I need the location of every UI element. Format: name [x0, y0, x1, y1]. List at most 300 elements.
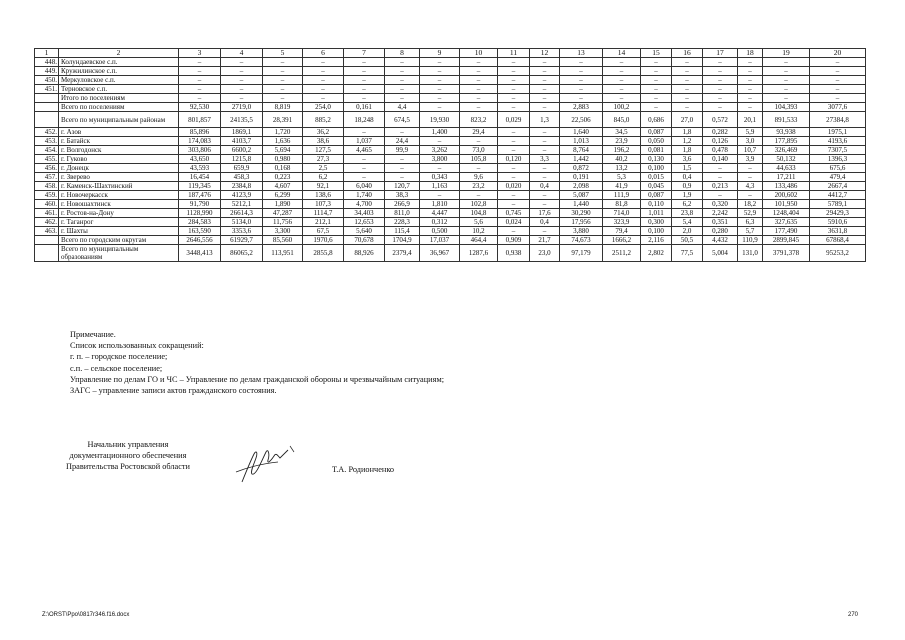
value-cell: – [344, 58, 385, 67]
value-cell: 2,5 [303, 164, 344, 173]
value-cell: 0,909 [498, 236, 530, 245]
table-row [35, 58, 866, 67]
value-cell: 3,262 [420, 146, 460, 155]
table-row [35, 76, 866, 85]
value-cell: 187,476 [179, 191, 221, 200]
value-cell: 104,393 [763, 103, 810, 112]
row-number-cell: 453. [35, 137, 59, 146]
value-cell: 1396,3 [810, 155, 866, 164]
value-cell: 29,4 [460, 128, 498, 137]
table-row [35, 209, 866, 218]
row-number-cell [35, 112, 59, 128]
value-cell: 2,883 [560, 103, 603, 112]
value-cell: 77,5 [672, 245, 703, 262]
value-cell: – [460, 76, 498, 85]
value-cell: – [385, 67, 420, 76]
value-cell: 3,0 [738, 137, 763, 146]
table-row [35, 155, 866, 164]
value-cell: 23,2 [460, 182, 498, 191]
value-cell: 0,4 [672, 173, 703, 182]
value-cell: 101,950 [763, 200, 810, 209]
value-cell: 131,0 [738, 245, 763, 262]
value-cell: – [603, 67, 641, 76]
value-cell: – [385, 173, 420, 182]
value-cell: 1970,6 [303, 236, 344, 245]
value-cell: 1,720 [263, 128, 303, 137]
value-cell: 1,740 [344, 191, 385, 200]
value-cell: 659,9 [221, 164, 263, 173]
entity-name-cell: г. Таганрог [59, 218, 179, 227]
value-cell: 284,583 [179, 218, 221, 227]
value-cell: 4,700 [344, 200, 385, 209]
value-cell: 97,179 [560, 245, 603, 262]
value-cell: – [498, 85, 530, 94]
value-cell: – [738, 58, 763, 67]
value-cell: 1,636 [263, 137, 303, 146]
value-cell: – [498, 146, 530, 155]
value-cell: 7307,5 [810, 146, 866, 155]
value-cell: – [263, 67, 303, 76]
value-cell: – [530, 128, 560, 137]
value-cell: – [703, 94, 738, 103]
value-cell: 2,116 [641, 236, 672, 245]
value-cell: 4,607 [263, 182, 303, 191]
value-cell: 0,168 [263, 164, 303, 173]
value-cell: 13,2 [603, 164, 641, 173]
column-number-cell: 13 [560, 49, 603, 58]
value-cell: – [344, 85, 385, 94]
value-cell: – [763, 76, 810, 85]
value-cell: 110,9 [738, 236, 763, 245]
value-cell: 24135,5 [221, 112, 263, 128]
table-row [35, 245, 866, 262]
value-cell: – [303, 58, 344, 67]
value-cell: 1,3 [530, 112, 560, 128]
value-cell: 823,2 [460, 112, 498, 128]
value-cell: 5,004 [703, 245, 738, 262]
value-cell: – [703, 76, 738, 85]
entity-name-cell: г. Волгодонск [59, 146, 179, 155]
value-cell: 2,802 [641, 245, 672, 262]
value-cell: 5134,0 [221, 218, 263, 227]
entity-name-cell: Всего по муниципальным районам [59, 112, 179, 128]
value-cell: 0,087 [641, 128, 672, 137]
value-cell: – [344, 128, 385, 137]
table-row [35, 94, 866, 103]
value-cell: 0,320 [703, 200, 738, 209]
signatory-title [66, 439, 190, 473]
value-cell: – [460, 164, 498, 173]
column-number-cell: 9 [420, 49, 460, 58]
value-cell: 17,956 [560, 218, 603, 227]
value-cell: 104,8 [460, 209, 498, 218]
value-cell: – [385, 164, 420, 173]
value-cell: – [460, 85, 498, 94]
value-cell: – [603, 94, 641, 103]
value-cell: 70,678 [344, 236, 385, 245]
value-cell: – [498, 137, 530, 146]
value-cell: 2,0 [672, 227, 703, 236]
value-cell: – [641, 94, 672, 103]
table-row [35, 146, 866, 155]
value-cell: 6,299 [263, 191, 303, 200]
value-cell: – [603, 76, 641, 85]
value-cell: 38,6 [303, 137, 344, 146]
value-cell: 228,3 [385, 218, 420, 227]
value-cell: – [738, 164, 763, 173]
value-cell: 5,3 [603, 173, 641, 182]
entity-name-cell: Терновское с.п. [59, 85, 179, 94]
value-cell: 1287,6 [460, 245, 498, 262]
value-cell: – [344, 155, 385, 164]
value-cell: – [460, 103, 498, 112]
value-cell: 0,081 [641, 146, 672, 155]
value-cell: 3,880 [560, 227, 603, 236]
value-cell: 2899,845 [763, 236, 810, 245]
column-number-cell: 7 [344, 49, 385, 58]
value-cell: – [385, 76, 420, 85]
value-cell: 0,280 [703, 227, 738, 236]
value-cell: – [560, 67, 603, 76]
value-cell: 3,9 [738, 155, 763, 164]
value-cell: – [641, 103, 672, 112]
value-cell: 2379,4 [385, 245, 420, 262]
value-cell: – [530, 227, 560, 236]
column-number-cell: 1 [35, 49, 59, 58]
value-cell: – [810, 67, 866, 76]
value-cell: – [498, 76, 530, 85]
value-cell: – [221, 67, 263, 76]
value-cell: – [420, 85, 460, 94]
table-header-row [35, 49, 866, 58]
value-cell: – [179, 58, 221, 67]
value-cell: – [344, 164, 385, 173]
column-number-cell: 17 [703, 49, 738, 58]
row-number-cell: 461. [35, 209, 59, 218]
value-cell: 36,967 [420, 245, 460, 262]
value-cell: 0,478 [703, 146, 738, 155]
value-cell: 92,530 [179, 103, 221, 112]
value-cell: – [672, 76, 703, 85]
value-cell: 4,432 [703, 236, 738, 245]
column-number-cell: 6 [303, 49, 344, 58]
table-row [35, 112, 866, 128]
value-cell: – [703, 85, 738, 94]
value-cell: – [385, 128, 420, 137]
value-cell: 0,045 [641, 182, 672, 191]
value-cell: 5789,1 [810, 200, 866, 209]
value-cell: 30,290 [560, 209, 603, 218]
value-cell: 4123,9 [221, 191, 263, 200]
value-cell: 4,4 [385, 103, 420, 112]
value-cell: 3448,413 [179, 245, 221, 262]
value-cell: 1,037 [344, 137, 385, 146]
value-cell: 23,8 [672, 209, 703, 218]
entity-name-cell: г. Новошахтинск [59, 200, 179, 209]
value-cell: 5212,1 [221, 200, 263, 209]
value-cell: – [263, 94, 303, 103]
value-cell: 1,8 [672, 128, 703, 137]
value-cell: 79,4 [603, 227, 641, 236]
value-cell: 43,650 [179, 155, 221, 164]
value-cell: 0,282 [703, 128, 738, 137]
table-row [35, 200, 866, 209]
value-cell: 17,211 [763, 173, 810, 182]
value-cell: – [263, 85, 303, 94]
value-cell: 44,633 [763, 164, 810, 173]
value-cell: – [530, 94, 560, 103]
value-cell: 5910,6 [810, 218, 866, 227]
entity-name-cell: г. Каменск-Шахтинский [59, 182, 179, 191]
value-cell: 4103,7 [221, 137, 263, 146]
value-cell: 34,403 [344, 209, 385, 218]
value-cell: – [498, 227, 530, 236]
value-cell: 0,500 [420, 227, 460, 236]
row-number-cell: 460. [35, 200, 59, 209]
value-cell: 100,2 [603, 103, 641, 112]
value-cell: 85,896 [179, 128, 221, 137]
value-cell: – [460, 191, 498, 200]
entity-name-cell: г. Зверево [59, 173, 179, 182]
value-cell: 6,040 [344, 182, 385, 191]
table-row [35, 164, 866, 173]
column-number-cell: 3 [179, 49, 221, 58]
value-cell: 0,572 [703, 112, 738, 128]
value-cell: – [703, 191, 738, 200]
value-cell: – [221, 85, 263, 94]
value-cell: – [703, 173, 738, 182]
row-number-cell: 462. [35, 218, 59, 227]
value-cell: 10,2 [460, 227, 498, 236]
row-number-cell: 452. [35, 128, 59, 137]
value-cell: 3,3 [530, 155, 560, 164]
value-cell: – [221, 76, 263, 85]
value-cell: 61929,7 [221, 236, 263, 245]
value-cell: 8,819 [263, 103, 303, 112]
value-cell: 27,3 [303, 155, 344, 164]
value-cell: 40,2 [603, 155, 641, 164]
value-cell: – [303, 67, 344, 76]
value-cell: 41,9 [603, 182, 641, 191]
value-cell: – [460, 58, 498, 67]
value-cell: 4,447 [420, 209, 460, 218]
table-row [35, 227, 866, 236]
value-cell: – [738, 173, 763, 182]
value-cell: – [560, 85, 603, 94]
value-cell: 0,087 [641, 191, 672, 200]
row-number-cell: 450. [35, 76, 59, 85]
value-cell: 67,5 [303, 227, 344, 236]
entity-name-cell: Меркуловское с.п. [59, 76, 179, 85]
value-cell: 6600,2 [221, 146, 263, 155]
value-cell: – [179, 76, 221, 85]
value-cell: – [672, 58, 703, 67]
value-cell: – [303, 85, 344, 94]
value-cell: 1,9 [672, 191, 703, 200]
value-cell: 0,980 [263, 155, 303, 164]
value-cell: 811,0 [385, 209, 420, 218]
value-cell: – [344, 173, 385, 182]
value-cell: 133,486 [763, 182, 810, 191]
value-cell: – [179, 67, 221, 76]
value-cell: – [641, 76, 672, 85]
value-cell: 0,191 [560, 173, 603, 182]
entity-name-cell: г. Донецк [59, 164, 179, 173]
value-cell: 1,013 [560, 137, 603, 146]
value-cell: 16,454 [179, 173, 221, 182]
value-cell: 0,4 [530, 218, 560, 227]
value-cell: – [420, 94, 460, 103]
value-cell: – [385, 85, 420, 94]
value-cell: – [763, 85, 810, 94]
table-row [35, 103, 866, 112]
value-cell: – [385, 94, 420, 103]
value-cell: – [738, 191, 763, 200]
value-cell: 891,533 [763, 112, 810, 128]
value-cell: 2,242 [703, 209, 738, 218]
column-number-cell: 2 [59, 49, 179, 58]
table-row [35, 137, 866, 146]
value-cell: 11,756 [263, 218, 303, 227]
value-cell: 0,161 [344, 103, 385, 112]
table-row [35, 85, 866, 94]
value-cell: 1,2 [672, 137, 703, 146]
entity-name-cell: г. Гуково [59, 155, 179, 164]
value-cell: 254,0 [303, 103, 344, 112]
value-cell: 5,640 [344, 227, 385, 236]
row-number-cell: 459. [35, 191, 59, 200]
value-cell: – [221, 58, 263, 67]
value-cell: 23,0 [530, 245, 560, 262]
value-cell: 1869,1 [221, 128, 263, 137]
value-cell: 458,3 [221, 173, 263, 182]
entity-name-cell: г. Новочеркасск [59, 191, 179, 200]
value-cell: 88,926 [344, 245, 385, 262]
value-cell: 4,3 [738, 182, 763, 191]
table-row [35, 67, 866, 76]
row-number-cell: 455. [35, 155, 59, 164]
value-cell: 3,800 [420, 155, 460, 164]
value-cell: 5,6 [460, 218, 498, 227]
value-cell: 801,857 [179, 112, 221, 128]
value-cell: 714,0 [603, 209, 641, 218]
value-cell: 127,5 [303, 146, 344, 155]
value-cell: – [738, 85, 763, 94]
value-cell: 0,020 [498, 182, 530, 191]
row-number-cell: 463. [35, 227, 59, 236]
value-cell: 5,7 [738, 227, 763, 236]
value-cell: – [530, 103, 560, 112]
value-cell: 95253,2 [810, 245, 866, 262]
row-number-cell: 451. [35, 85, 59, 94]
value-cell: 3353,6 [221, 227, 263, 236]
value-cell: 2,098 [560, 182, 603, 191]
value-cell: 3631,8 [810, 227, 866, 236]
value-cell: – [672, 85, 703, 94]
value-cell: – [560, 58, 603, 67]
value-cell: – [263, 76, 303, 85]
value-cell: 1128,990 [179, 209, 221, 218]
value-cell: 0,686 [641, 112, 672, 128]
entity-name-cell: г. Шахты [59, 227, 179, 236]
entity-name-cell: Всего по городским округам [59, 236, 179, 245]
signatory-title-line1: Начальник управления [87, 440, 169, 449]
value-cell: 0,110 [641, 200, 672, 209]
value-cell: 5,4 [672, 218, 703, 227]
row-number-cell [35, 245, 59, 262]
footer-file-path: Z:\ORST\Ppo\0817r346.f16.docx [42, 612, 130, 618]
value-cell: 2384,8 [221, 182, 263, 191]
row-number-cell [35, 236, 59, 245]
entity-name-cell: Кружилинское с.п. [59, 67, 179, 76]
value-cell: 200,602 [763, 191, 810, 200]
value-cell: – [641, 67, 672, 76]
column-number-cell: 16 [672, 49, 703, 58]
value-cell: – [703, 58, 738, 67]
value-cell: 52,9 [738, 209, 763, 218]
signatory-title-line2: документационного обеспечения [69, 451, 187, 461]
value-cell: 0,029 [498, 112, 530, 128]
value-cell: 34,5 [603, 128, 641, 137]
value-cell: – [810, 58, 866, 67]
value-cell: 0,312 [420, 218, 460, 227]
value-cell: 91,790 [179, 200, 221, 209]
value-cell: – [420, 67, 460, 76]
value-cell: – [498, 103, 530, 112]
value-cell: 303,806 [179, 146, 221, 155]
value-cell: 6,2 [672, 200, 703, 209]
value-cell: 113,951 [263, 245, 303, 262]
value-cell: 107,3 [303, 200, 344, 209]
value-cell: – [530, 137, 560, 146]
value-cell: 20,1 [738, 112, 763, 128]
value-cell: 12,653 [344, 218, 385, 227]
value-cell: 47,287 [263, 209, 303, 218]
value-cell: 38,3 [385, 191, 420, 200]
value-cell: 0,223 [263, 173, 303, 182]
value-cell: 6,3 [738, 218, 763, 227]
value-cell: 885,2 [303, 112, 344, 128]
entity-name-cell: Всего по поселениям [59, 103, 179, 112]
value-cell: 1248,404 [763, 209, 810, 218]
value-cell: 323,9 [603, 218, 641, 227]
value-cell: 27384,8 [810, 112, 866, 128]
value-cell: 1,440 [560, 200, 603, 209]
value-cell: – [420, 137, 460, 146]
column-number-cell: 19 [763, 49, 810, 58]
value-cell: – [530, 173, 560, 182]
value-cell: 177,490 [763, 227, 810, 236]
value-cell: – [530, 200, 560, 209]
value-cell: – [460, 67, 498, 76]
value-cell: – [179, 85, 221, 94]
value-cell: 24,4 [385, 137, 420, 146]
value-cell: – [263, 58, 303, 67]
value-cell: 479,4 [810, 173, 866, 182]
abbreviation-zags: ЗАГС – управление записи актов гражданского состояния. [70, 386, 277, 396]
value-cell: 0,100 [641, 164, 672, 173]
value-cell: – [498, 164, 530, 173]
value-cell: 0,351 [703, 218, 738, 227]
value-cell: – [641, 85, 672, 94]
value-cell: 0,4 [530, 182, 560, 191]
value-cell: 138,6 [303, 191, 344, 200]
column-number-cell: 20 [810, 49, 866, 58]
value-cell: 0,015 [641, 173, 672, 182]
value-cell: – [641, 58, 672, 67]
value-cell: 67868,4 [810, 236, 866, 245]
value-cell: 43,593 [179, 164, 221, 173]
